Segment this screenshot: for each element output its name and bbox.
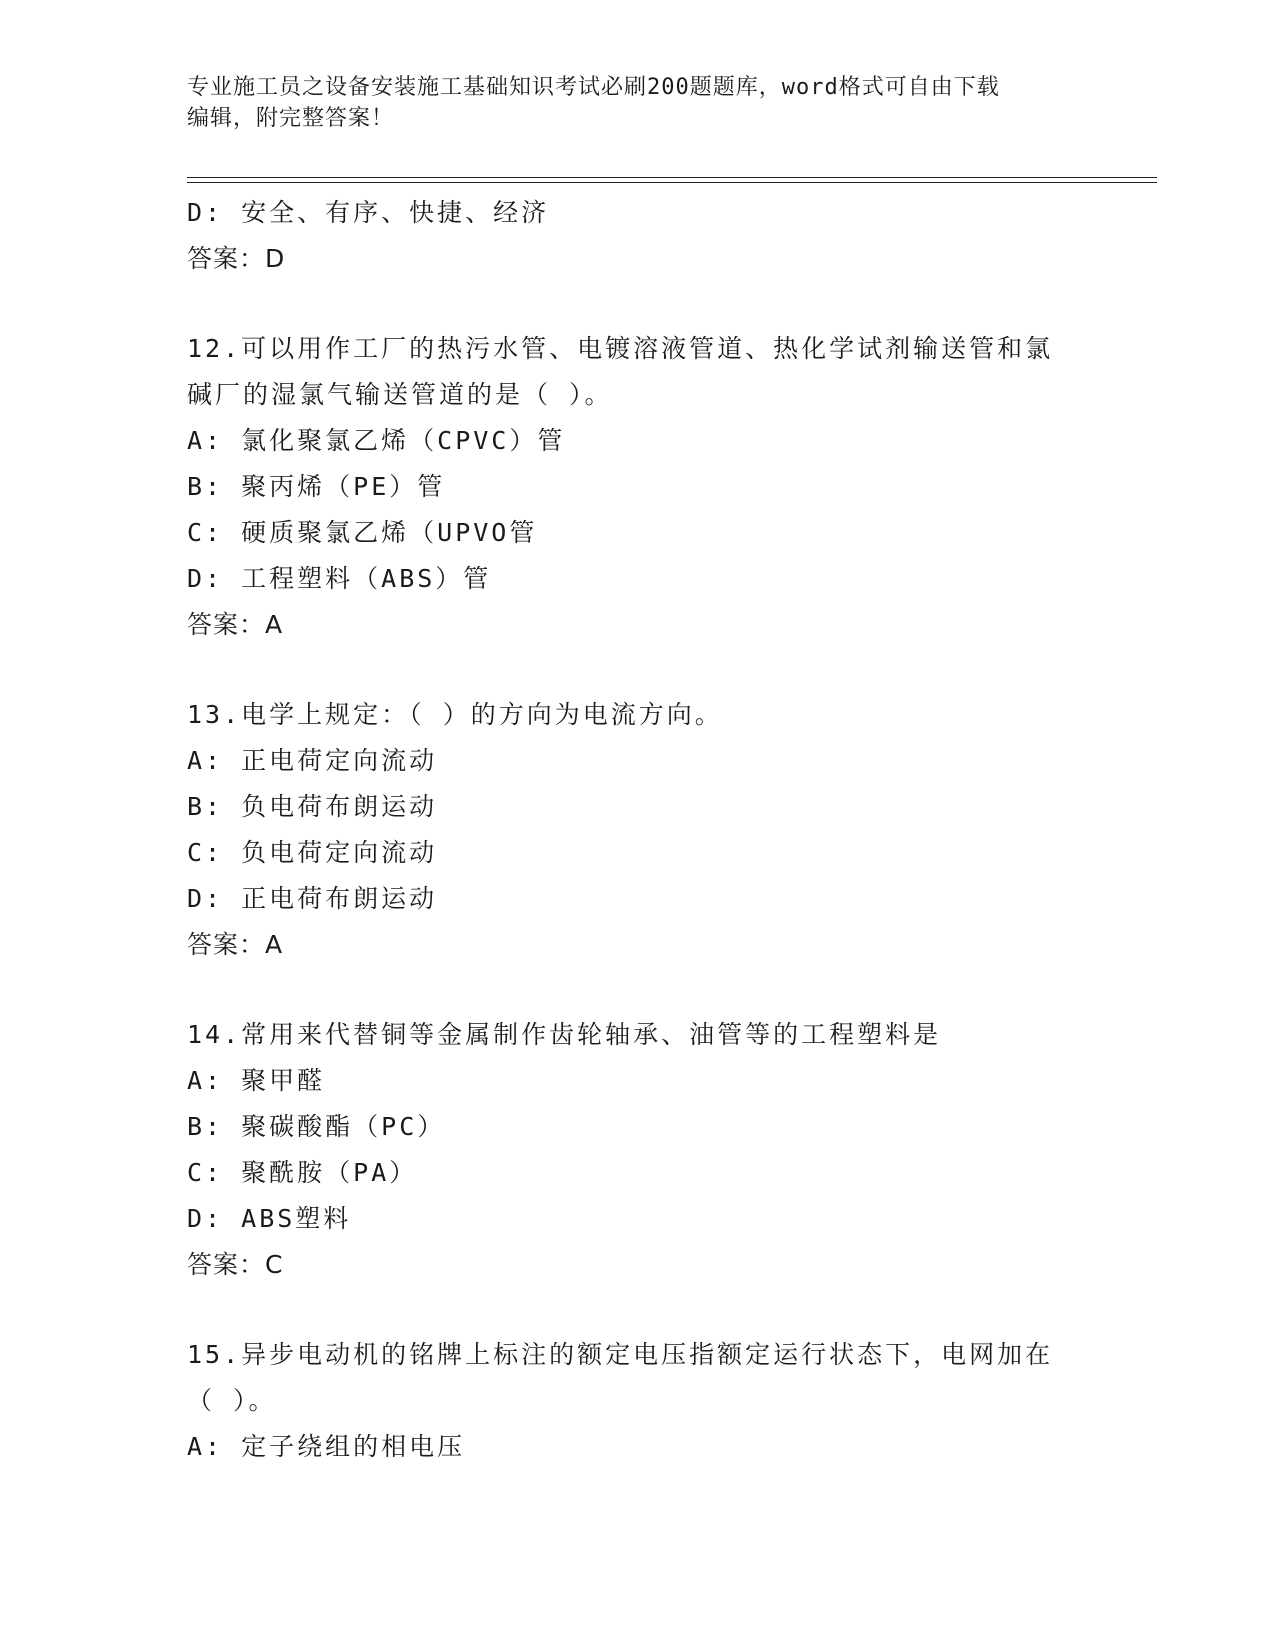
question-stem: 14.常用来代替铜等金属制作齿轮轴承、油管等的工程塑料是	[187, 1020, 942, 1049]
option-b: B: 负电荷布朗运动	[187, 792, 438, 821]
option-a: A: 氯化聚氯乙烯（CPVC）管	[187, 426, 566, 455]
question-stem: 12.可以用作工厂的热污水管、电镀溶液管道、热化学试剂输送管和氯	[187, 334, 1054, 363]
option-d: D: 工程塑料（ABS）管	[187, 564, 492, 593]
question-spacer	[187, 282, 1087, 326]
option-c: C: 负电荷定向流动	[187, 838, 438, 867]
question-11-tail	[187, 190, 1087, 282]
question-spacer	[187, 648, 1087, 692]
option-c: C: 聚酰胺（PA）	[187, 1158, 418, 1187]
answer-line: 答案：A	[187, 930, 284, 959]
header-title-line-2: 编辑，附完整答案！	[187, 106, 395, 131]
option-d: D: ABS塑料	[187, 1204, 352, 1233]
answer-line: 答案：A	[187, 610, 284, 639]
answer-line: 答案：D	[187, 244, 286, 273]
question-stem: 15.异步电动机的铭牌上标注的额定电压指额定运行状态下，电网加在	[187, 1340, 1054, 1369]
option-a: A: 定子绕组的相电压	[187, 1432, 466, 1461]
question-spacer	[187, 968, 1087, 1012]
question-stem: 13.电学上规定：（ ）的方向为电流方向。	[187, 700, 723, 729]
option-b: B: 聚丙烯（PE）管	[187, 472, 446, 501]
option-d: D: 安全、有序、快捷、经济	[187, 198, 550, 227]
question-spacer	[187, 1288, 1087, 1332]
question-list	[187, 190, 1087, 1470]
question-stem-continued: 碱厂的湿氯气输送管道的是（ ）。	[187, 380, 613, 409]
option-a: A: 正电荷定向流动	[187, 746, 438, 775]
option-b: B: 聚碳酸酯（PC）	[187, 1112, 446, 1141]
question-14	[187, 1012, 1087, 1288]
answer-line: 答案：C	[187, 1250, 284, 1279]
question-stem-continued: （ ）。	[187, 1386, 277, 1415]
document-header	[187, 72, 1087, 134]
option-c: C: 硬质聚氯乙烯（UPVO管	[187, 518, 538, 547]
option-d: D: 正电荷布朗运动	[187, 884, 438, 913]
header-divider-bottom	[187, 182, 1157, 183]
question-13	[187, 692, 1087, 968]
header-title-line-1: 专业施工员之设备安装施工基础知识考试必刷200题题库，word格式可自由下载	[187, 75, 1000, 100]
question-12	[187, 326, 1087, 648]
option-a: A: 聚甲醛	[187, 1066, 326, 1095]
header-divider-top	[187, 177, 1157, 178]
question-15	[187, 1332, 1087, 1470]
